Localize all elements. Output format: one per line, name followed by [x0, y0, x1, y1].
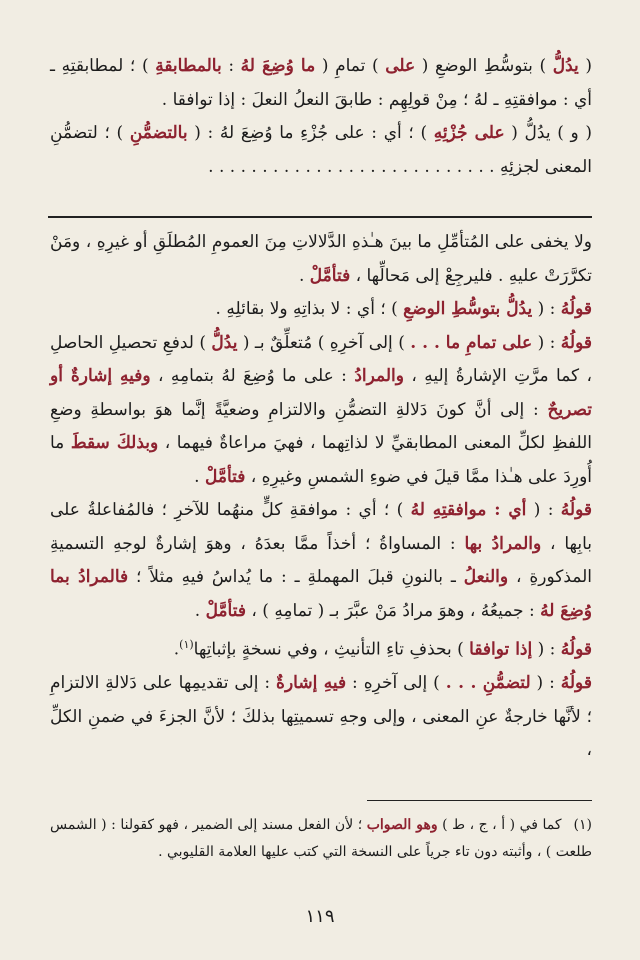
matn-text-block: [50, 50, 592, 184]
matn-paragraph-1: ( يدُلُّ ) بتوسُّطِ الوضعِ ( على ) تمامِ ( ما وُضِعَ لهُ : بالمطابقةِ ) ؛ لمطابقتِهِ ـ أي : موافقتِهِ ـ لهُ ؛ مِنْ قولِهِم : طابقَ النعلُ النعلَ : إذا توافقا .: [50, 56, 592, 110]
commentary-paragraph-4: قولُهُ : ( أي : موافقتِهِ لهُ ) ؛ أي : موافقةِ كلٍّ منهُما للآخرِ ؛ فالمُفاعلةُ على بابِها ، والمرادُ بها : المساواةُ ؛ أخذاً ممَّا بعدَهُ ، وهوَ إشارةٌ لوجهِ التسميةِ المذكورةِ ، والنعلُ ـ بالنونِ قبلَ المهملةِ ـ : ما يُداسُ فيهِ مثلاً ؛ فالمرادُ بما وُضِعَ لهُ : جميعُهُ ، وهوَ مرادُ مَنْ عبَّرَ بـ ( تمامِهِ ) ، فتأمَّلْ .: [50, 500, 593, 621]
highlight-term: والنعلُ: [463, 567, 509, 587]
commentary-paragraph-1: ولا يخفى على المُتأمِّلِ ما بينَ هـٰذهِ الدَّلالاتِ مِنَ العمومِ المُطلَقِ أو غيرِهِ ، ومَنْ تكرَّرَتْ عليهِ . فليرجِعْ إلى مَحالِّها ، فتأمَّلْ .: [50, 232, 592, 286]
highlight-term: بالمطابقةِ: [155, 56, 222, 76]
footnote-divider: [367, 800, 592, 801]
highlight-term: فتأمَّلْ: [205, 600, 246, 621]
highlight-term: يدُلُّ: [211, 332, 238, 353]
section-divider: [48, 216, 592, 218]
highlight-term: على جُزْئِهِ: [433, 123, 505, 143]
highlight-term: فتأمَّلْ: [309, 265, 351, 286]
highlight-term: لتضمُّنِ . . .: [445, 673, 531, 694]
commentary-paragraph-6: قولُهُ : ( لتضمُّنِ . . . ) إلى آخرِهِ : فيهِ إشارةٌ : إلى تقديمِها على دَلالةِ الالتزامِ ؛ لأنَّها خارجةٌ عنِ المعنى ، وإلى وجهِ تسميتِها بذلكَ ؛ لأنَّ الجزءَ في ضمنِ الكلِّ ،: [50, 673, 592, 761]
highlight-term: والمرادُ: [354, 366, 404, 386]
commentary-text-block: [50, 226, 592, 768]
highlight-term: يدُلُّ بتوسُّطِ الوضعِ: [403, 299, 533, 319]
commentary-paragraph-5: قولُهُ : ( إذا توافقا ) بحذفِ تاءِ التأنيثِ ، وفي نسخةٍ بإثباتِها$^{(١)}$.: [173, 638, 592, 660]
highlight-term: والمرادُ بها: [464, 533, 542, 554]
qawluhu-label: قولُهُ: [560, 299, 592, 319]
qawluhu-label: قولُهُ: [560, 639, 592, 660]
highlight-term: على: [385, 56, 416, 76]
qawluhu-label: قولُهُ: [560, 332, 592, 353]
commentary-paragraph-3: قولُهُ : ( على تمامِ ما . . . ) إلى آخرِهِ ) مُتعلِّقٌ بـ ( يدُلُّ ) لدفعِ تحصيلِ الحاصلِ ، كما مرَّتِ الإشارةُ إليهِ ، والمرادُ : على ما وُضِعَ لهُ بتمامِهِ ، وفيهِ إشارةٌ أو تصريحٌ : إلى أنَّ كونَ دَلالةِ التضمُّنِ والالتزامِ وضعيَّةً إنَّما هوَ بواسطةِ وضعِ اللفظِ لكلِّ المعنى المطابقيِّ لا لذاتِهما ، فهيَ مراعاةٌ فيهما ، وبذلكَ سقطَ ما أُورِدَ على هـٰذا ممَّا قيلَ في ضوءِ الشمسِ وغيرِهِ ، فتأمَّلْ .: [50, 332, 592, 487]
page-number: ١١٩: [305, 906, 335, 927]
highlight-term: على تمامِ ما . . .: [410, 332, 533, 353]
highlight-term: أي : موافقتِهِ لهُ: [410, 500, 527, 520]
footnote-marker[interactable]: (١): [179, 638, 194, 651]
matn-paragraph-2: ( و ) يدُلُّ ( على جُزْئِهِ ) ؛ أي : على جُزْءِ ما وُضِعَ لهُ : ( بالتضمُّنِ ) ؛ لتضمُّنِ المعنى لجزئِهِ . . . . . . . . . . . . . . . . . . . . . . . . . . .: [50, 123, 593, 177]
highlight-term: فالمرادُ بما وُضِعَ لهُ: [50, 567, 592, 621]
highlight-term: بالتضمُّنِ: [129, 123, 188, 143]
footnote-number: (١): [573, 817, 592, 833]
qawluhu-label: قولُهُ: [560, 673, 592, 694]
highlight-term: وهو الصواب: [366, 817, 438, 833]
highlight-term: وفيهِ إشارةٌ أو تصريحٌ: [50, 366, 592, 420]
highlight-term: إذا توافقا: [469, 639, 533, 660]
highlight-term: وبذلكَ سقطَ: [70, 433, 159, 453]
highlight-term: يدُلُّ: [552, 56, 579, 76]
commentary-paragraph-2: قولُهُ : ( يدُلُّ بتوسُّطِ الوضعِ ) ؛ أي : لا بذاتِهِ ولا بقائلِهِ .: [215, 299, 592, 319]
qawluhu-label: قولُهُ: [560, 500, 592, 520]
highlight-term: فيهِ إشارةٌ: [276, 673, 347, 694]
highlight-term: ما وُضِعَ لهُ: [240, 56, 316, 76]
highlight-term: فتأمَّلْ: [204, 466, 246, 487]
footnote: (١)كما في ( أ ، ج ، ط ) وهو الصواب ؛ لأن الفعل مسند إلى الضمير ، فهو كقولنا : ( الشمس طلعت ) ، وأثبته دون تاء جرياً على النسخة التي كتب عليها العلامة القليوبي .: [50, 817, 592, 860]
